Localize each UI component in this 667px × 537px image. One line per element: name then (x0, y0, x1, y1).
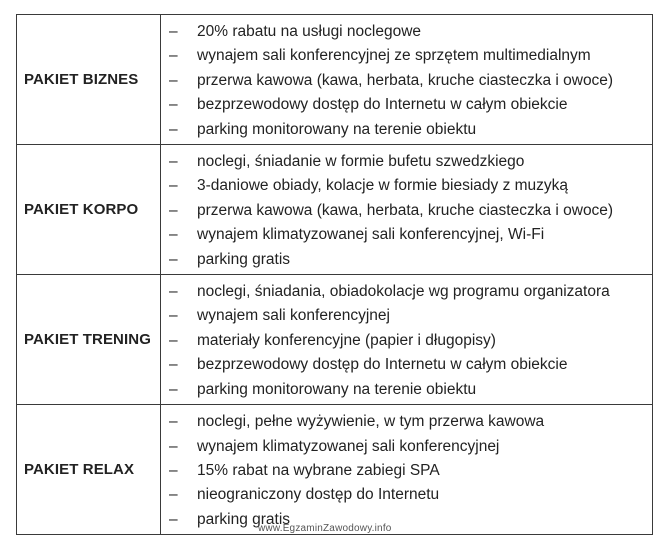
package-features-cell (161, 145, 653, 275)
dash-bullet: – (169, 307, 178, 325)
feature-text: materiały konferencyjne (papier i długopisy) (197, 331, 496, 349)
feature-text: wynajem sali konferencyjnej (197, 307, 390, 325)
feature-item (169, 174, 652, 198)
feature-item (169, 280, 652, 304)
feature-item (169, 44, 652, 68)
feature-text: noclegi, pełne wyżywienie, w tym przerwa kawowa (197, 413, 545, 431)
feature-item (169, 150, 652, 174)
features-list (161, 145, 652, 274)
dash-bullet: – (169, 250, 178, 268)
feature-item (169, 20, 652, 44)
feature-text: parking gratis (197, 510, 291, 528)
feature-text: noclegi, śniadania, obiadokolacje wg programu organizatora (197, 283, 610, 301)
dash-bullet: – (169, 226, 178, 244)
dash-bullet: – (169, 356, 178, 374)
package-name-cell (17, 275, 161, 405)
package-row-relax (17, 405, 653, 535)
feature-text: parking monitorowany na terenie obiektu (197, 120, 477, 138)
package-name-cell (17, 405, 161, 535)
dash-bullet: – (169, 71, 178, 89)
feature-item (169, 353, 652, 377)
package-row-korpo (17, 145, 653, 275)
watermark: www.EgzaminZawodowy.info (258, 523, 392, 534)
dash-bullet: – (169, 331, 178, 349)
package-row-biznes (17, 15, 653, 145)
packages-table (16, 14, 653, 535)
dash-bullet: – (169, 461, 178, 479)
feature-text: parking monitorowany na terenie obiektu (197, 380, 477, 398)
feature-text: parking gratis (197, 250, 291, 268)
dash-bullet: – (169, 201, 178, 219)
feature-text: 3-daniowe obiady, kolacje w formie biesiady z muzyką (197, 177, 569, 195)
feature-item (169, 93, 652, 117)
feature-item (169, 69, 652, 93)
package-features-cell (161, 405, 653, 535)
feature-item (169, 483, 652, 507)
feature-item (169, 410, 652, 434)
feature-text: bezprzewodowy dostęp do Internetu w całym obiekcie (197, 96, 568, 114)
features-list (161, 15, 652, 144)
dash-bullet: – (169, 96, 178, 114)
package-row-trening (17, 275, 653, 405)
feature-text: wynajem klimatyzowanej sali konferencyjnej, Wi-Fi (197, 226, 545, 244)
dash-bullet: – (169, 437, 178, 455)
package-name: PAKIET TRENING (24, 331, 151, 349)
feature-text: noclegi, śniadanie w formie bufetu szwedzkiego (197, 153, 525, 171)
dash-bullet: – (169, 486, 178, 504)
package-name: PAKIET RELAX (24, 461, 135, 479)
package-name: PAKIET BIZNES (24, 71, 139, 89)
package-name-cell (17, 145, 161, 275)
feature-text: wynajem klimatyzowanej sali konferencyjnej (197, 437, 500, 455)
feature-item (169, 199, 652, 223)
feature-item (169, 435, 652, 459)
feature-text: wynajem sali konferencyjnej ze sprzętem multimedialnym (197, 47, 591, 65)
feature-item (169, 304, 652, 328)
feature-text: przerwa kawowa (kawa, herbata, kruche ciasteczka i owoce) (197, 71, 614, 89)
package-features-cell (161, 15, 653, 145)
dash-bullet: – (169, 380, 178, 398)
feature-item (169, 459, 652, 483)
feature-text: nieograniczony dostęp do Internetu (197, 486, 440, 504)
feature-text: bezprzewodowy dostęp do Internetu w całym obiekcie (197, 356, 568, 374)
packages-table-body (17, 15, 653, 535)
dash-bullet: – (169, 47, 178, 65)
dash-bullet: – (169, 23, 178, 40)
package-features-cell (161, 275, 653, 405)
feature-item (169, 118, 652, 142)
feature-item (169, 248, 652, 272)
feature-item (169, 329, 652, 353)
dash-bullet: – (169, 413, 178, 431)
dash-bullet: – (169, 510, 178, 528)
features-list (161, 405, 652, 534)
feature-text: 20% rabatu na usługi noclegowe (197, 23, 422, 40)
package-name: PAKIET KORPO (24, 201, 139, 219)
dash-bullet: – (169, 120, 178, 138)
feature-text: przerwa kawowa (kawa, herbata, kruche ciasteczka i owoce) (197, 201, 614, 219)
feature-text: 15% rabat na wybrane zabiegi SPA (197, 461, 440, 479)
feature-item (169, 508, 652, 532)
dash-bullet: – (169, 283, 178, 301)
dash-bullet: – (169, 153, 178, 171)
feature-item (169, 223, 652, 247)
package-name-cell (17, 15, 161, 145)
feature-item (169, 378, 652, 402)
dash-bullet: – (169, 177, 178, 195)
features-list (161, 275, 652, 404)
